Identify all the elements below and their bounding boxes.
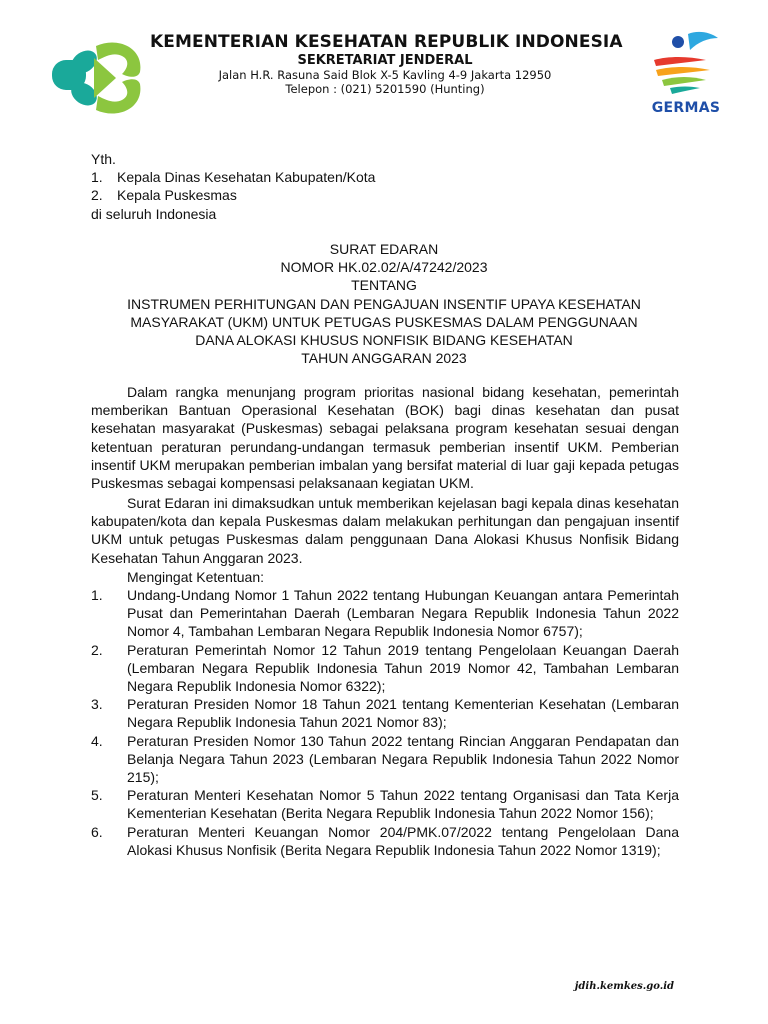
letterhead-ministry: KEMENTERIAN KESEHATAN REPUBLIK INDONESIA [150, 32, 623, 52]
paragraph-background: Dalam rangka menunjang program prioritas nasional bidang kesehatan, pemerintah memberikan Bantuan Operasional Kesehatan (BOK) bagi dinas kesehatan dan pusat kesehatan masyarakat (Puskesmas) sebagai pelaksana program kesehatan sesuai dengan ketentuan peraturan perundang-undangan termasuk pemberian insentif UKM. Pemberian insentif UKM merupakan pemberian imbalan yang bersifat material di luar gaji kepada petugas Puskesmas sebagai kompensasi pelaksanaan kegiatan UKM. [91, 384, 679, 492]
circular-title [80, 240, 688, 367]
list-item-number: 3. [91, 696, 103, 713]
list-item [91, 786, 679, 822]
title-line: SURAT EDARAN [329, 241, 439, 257]
title-subject-line: INSTRUMEN PERHITUNGAN DAN PENGAJUAN INSENTIF UPAYA KESEHATAN [127, 295, 641, 312]
germas-label: GERMAS [651, 100, 721, 116]
letterhead-secretariat: SEKRETARIAT JENDERAL [297, 53, 473, 68]
list-item-text: Peraturan Presiden Nomor 18 Tahun 2021 tentang Kementerian Kesehatan (Lembaran Negara Republik Indonesia Tahun 2021 Nomor 83); [127, 696, 679, 731]
title-number: NOMOR HK.02.02/A/47242/2023 [280, 259, 488, 276]
list-item-text: Undang-Undang Nomor 1 Tahun 2022 tentang Hubungan Keuangan antara Pemerintah Pusat dan Pemerintahan Daerah (Lembaran Negara Republik Indonesia Tahun 2022 Nomor 4, Tambahan Lembaran Negara Republik Indonesia Nomor 6757); [127, 587, 679, 640]
title-line: TENTANG [351, 277, 417, 294]
title-subject-line: DANA ALOKASI KHUSUS NONFISIK BIDANG KESEHATAN [195, 332, 573, 349]
addressee-location: di seluruh Indonesia [91, 205, 217, 222]
addressee-item-number: 1. [91, 169, 103, 186]
list-item-text: Peraturan Pemerintah Nomor 12 Tahun 2019 tentang Pengelolaan Keuangan Daerah (Lembaran Negara Republik Indonesia Tahun 2019 Nomor 42, Tambahan Lembaran Negara Republik Indonesia Nomor 6322); [127, 641, 679, 695]
list-item-text: Peraturan Menteri Kesehatan Nomor 5 Tahun 2022 tentang Organisasi dan Tata Kerja Kementerian Kesehatan (Berita Negara Republik Indonesia Tahun 2022 Nomor 156); [127, 787, 679, 822]
addressee-item [91, 168, 511, 186]
list-item-number: 4. [91, 732, 103, 749]
kemenkes-logo-icon [48, 34, 148, 122]
paragraph-considering: Mengingat Ketentuan: [127, 569, 264, 585]
title-subject-line: MASYARAKAT (UKM) UNTUK PETUGAS PUSKESMAS DALAM PENGGUNAAN [130, 313, 638, 330]
addressee-block [91, 150, 511, 223]
germas-logo [648, 30, 724, 122]
addressee-yth: Yth. [91, 151, 116, 167]
germas-figure-icon [648, 30, 724, 100]
list-item-number: 2. [91, 641, 103, 658]
footer-site: jdih.kemkes.go.id [574, 981, 674, 992]
list-item-number: 1. [91, 587, 103, 603]
addressee-item-number: 2. [91, 187, 103, 204]
letterhead-address: Jalan H.R. Rasuna Said Blok X-5 Kavling 4-9 Jakarta 12950 [218, 68, 552, 82]
letterhead-phone: Telepon : (021) 5201590 (Hunting) [285, 82, 485, 96]
addressee-item-text: Kepala Puskesmas [117, 187, 237, 204]
addressee-item-text: Kepala Dinas Kesehatan Kabupaten/Kota [117, 169, 376, 186]
list-item [91, 586, 679, 641]
list-item-number: 5. [91, 787, 103, 804]
list-item-text: Peraturan Presiden Nomor 130 Tahun 2022 tentang Rincian Anggaran Pendapatan dan Belanja Negara Tahun 2023 (Lembaran Negara Republik Indonesia Tahun 2022 Nomor 215); [127, 732, 679, 786]
paragraph-purpose: Surat Edaran ini dimaksudkan untuk memberikan kejelasan bagi kepala dinas kesehatan kabupaten/kota dan kepala Puskesmas dalam melakukan perhitungan dan pengajuan insentif UKM untuk petugas Puskesmas dalam penggunaan Dana Alokasi Khusus Nonfisik Bidang Kesehatan Tahun Anggaran 2023. [91, 495, 679, 566]
list-item-text: Peraturan Menteri Keuangan Nomor 204/PMK.07/2022 tentang Pengelolaan Dana Alokasi Khusus Nonfisik (Berita Negara Republik Indonesia Tahun 2022 Nomor 1319); [127, 823, 679, 858]
list-item [91, 823, 679, 859]
list-item [91, 732, 679, 787]
title-subject-line: TAHUN ANGGARAN 2023 [301, 350, 467, 367]
addressee-item [91, 186, 511, 204]
list-item-number: 6. [91, 823, 103, 840]
list-item [91, 695, 679, 731]
legal-basis-list [91, 586, 679, 859]
list-item [91, 641, 679, 696]
